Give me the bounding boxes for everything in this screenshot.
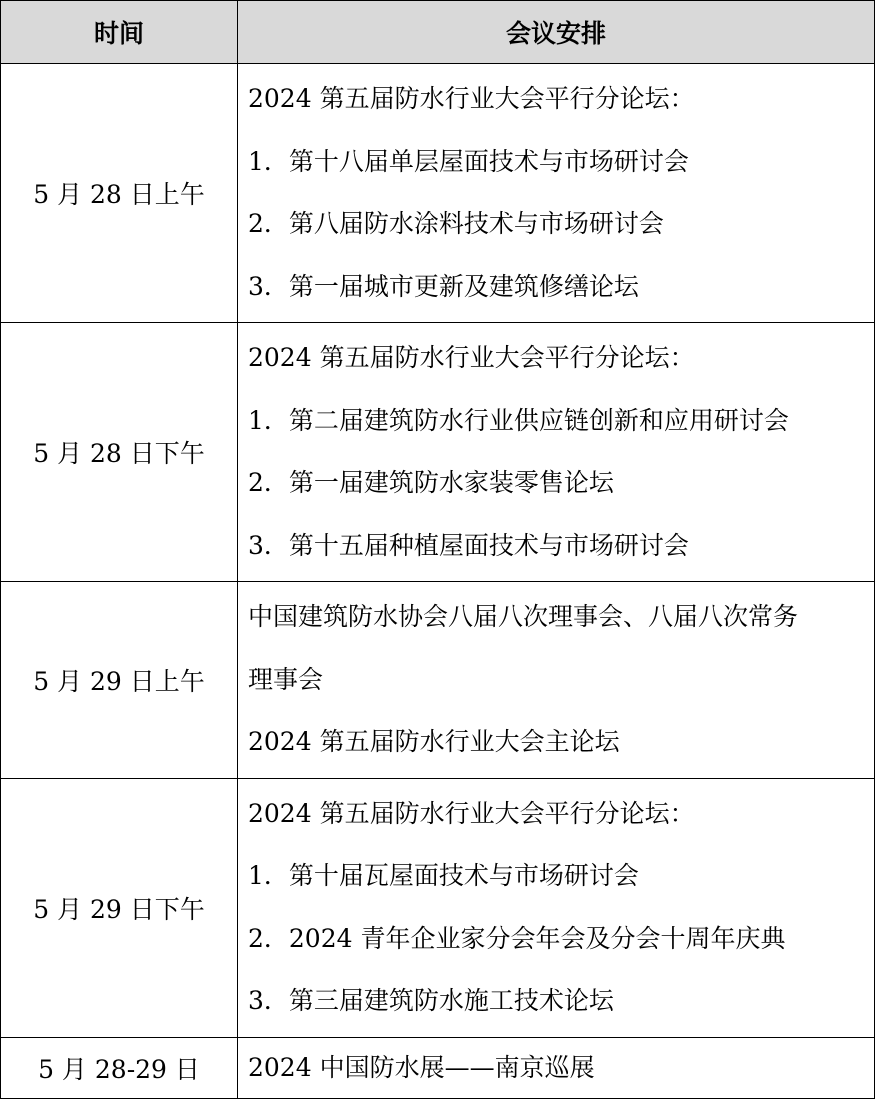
agenda-line: 3．第十五届种植屋面技术与市场研讨会	[248, 530, 689, 560]
agenda-line: 2024 第五届防水行业大会平行分论坛：	[248, 84, 695, 113]
table-header	[1, 1, 875, 64]
agenda-line: 3．第三届建筑防水施工技术论坛	[248, 986, 614, 1015]
table-row	[1, 778, 875, 1037]
agenda-cell	[238, 778, 875, 1037]
agenda-line: 2．第一届建筑防水家装零售论坛	[248, 468, 614, 497]
agenda-line: 1．第十届瓦屋面技术与市场研讨会	[248, 861, 639, 890]
agenda-line: 3．第一届城市更新及建筑修缮论坛	[248, 271, 639, 301]
agenda-line: 2．第八届防水涂料技术与市场研讨会	[248, 209, 664, 238]
header-agenda: 会议安排	[238, 1, 875, 64]
agenda-line: 理事会	[248, 664, 324, 694]
agenda-line: 1．第十八届单层屋面技术与市场研讨会	[248, 146, 689, 176]
table-body	[1, 64, 875, 1099]
time-cell: 5 月 28 日下午	[1, 323, 238, 582]
time-cell: 5 月 29 日下午	[1, 778, 238, 1037]
agenda-cell	[238, 1037, 875, 1098]
agenda-line: 2024 第五届防水行业大会平行分论坛：	[248, 798, 695, 828]
table-row	[1, 64, 875, 323]
time-cell: 5 月 28 日上午	[1, 64, 238, 323]
table-row	[1, 1037, 875, 1098]
table-row	[1, 582, 875, 779]
agenda-line: 2024 中国防水展——南京巡展	[248, 1052, 595, 1082]
agenda-cell	[238, 64, 875, 323]
agenda-cell	[238, 323, 875, 582]
header-time: 时间	[1, 1, 238, 64]
agenda-line: 2．2024 青年企业家分会年会及分会十周年庆典	[248, 923, 786, 953]
agenda-line: 1．第二届建筑防水行业供应链创新和应用研讨会	[248, 405, 789, 435]
time-cell: 5 月 28-29 日	[1, 1037, 238, 1098]
table-row	[1, 323, 875, 582]
agenda-line: 中国建筑防水协会八届八次理事会、八届八次常务	[248, 602, 799, 631]
agenda-line: 2024 第五届防水行业大会平行分论坛：	[248, 343, 695, 372]
agenda-cell	[238, 582, 875, 779]
agenda-line: 2024 第五届防水行业大会主论坛	[248, 727, 620, 756]
header-row	[1, 1, 875, 64]
time-cell: 5 月 29 日上午	[1, 582, 238, 779]
